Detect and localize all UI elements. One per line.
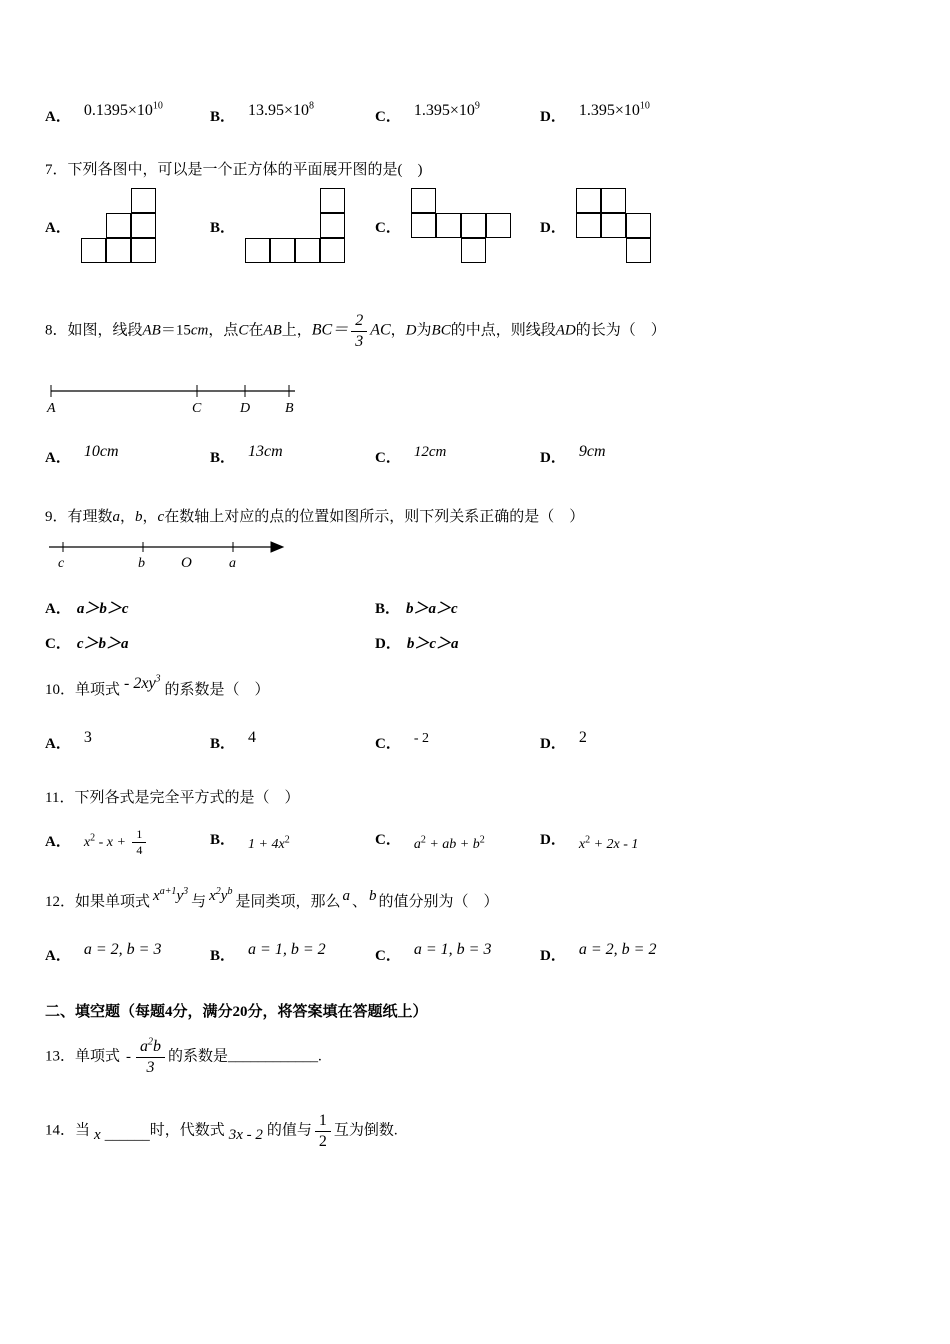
q10-option-a (45, 729, 210, 753)
option-value: 12cm (413, 444, 447, 460)
option-value: b＞c＞a (406, 636, 459, 652)
value-base: 0.1395×10 (83, 102, 153, 119)
math-segment: y (176, 888, 184, 904)
option-value: a = 1, b = 2 (248, 941, 326, 958)
option-value: - 2 (413, 731, 430, 746)
option-label: D． (540, 219, 566, 236)
fraction-denominator: 4 (136, 843, 143, 858)
math-segment: AB (142, 322, 161, 339)
question-text: 11．下列各式是完全平方式的是（ ） (45, 790, 300, 806)
option-label: B． (210, 109, 236, 125)
q10-option-c (375, 732, 540, 753)
q9-number-line (45, 535, 295, 573)
option-label: B． (210, 832, 236, 848)
minus-sign: - (126, 1048, 132, 1065)
fraction-numerator: 2 (351, 312, 367, 332)
text-segment: 的中点，则线段 (450, 322, 556, 339)
option-label: B． (210, 450, 236, 466)
option-label: C． (375, 736, 401, 752)
math-segment: x (209, 888, 216, 904)
q8-option-d (540, 443, 705, 467)
text-segment: 13．单项式 (45, 1048, 121, 1065)
fraction (132, 828, 146, 857)
point-label-b: B (285, 401, 294, 416)
q10-stem (45, 673, 270, 699)
math-segment: b (153, 1038, 162, 1055)
q7-stem (45, 158, 423, 179)
monomial (153, 888, 188, 905)
value-exponent: 2 (90, 832, 96, 844)
text-segment: 、 (351, 894, 367, 910)
fraction-denominator: 3 (146, 1058, 155, 1076)
q7-diagram-d (540, 186, 652, 266)
value-base: 1.395×10 (578, 102, 640, 119)
text-segment: 9．有理数 (45, 509, 113, 525)
math-segment: a (140, 1038, 149, 1055)
option-label: D． (540, 109, 566, 125)
q11-options-row (45, 828, 745, 857)
q9-options-row-1 (45, 597, 725, 618)
q7-diagram-b (210, 186, 346, 266)
option-value (413, 834, 485, 853)
option-label: A． (45, 601, 71, 617)
option-label: A． (45, 833, 71, 850)
math-segment: x (94, 1126, 101, 1143)
option-value (579, 102, 650, 120)
option-label: D． (540, 736, 566, 752)
q6-option-b (210, 100, 375, 126)
option-value (83, 827, 150, 858)
option-label: A． (45, 948, 71, 964)
cube-net-a (81, 188, 157, 264)
text-segment: 的值与 (266, 1122, 312, 1139)
option-value: 4 (248, 729, 257, 746)
q6-option-d (540, 100, 705, 126)
option-value (248, 834, 290, 853)
text-segment: . (318, 1048, 322, 1065)
math-segment: cm (190, 322, 209, 339)
q11-option-b (210, 828, 375, 857)
option-label: C． (375, 219, 401, 236)
text-segment: 在 (248, 322, 264, 339)
option-value: a＞b＞c (76, 601, 129, 617)
monomial (124, 675, 161, 693)
q9-option-d (375, 632, 705, 653)
value-base: 13.95×10 (248, 102, 310, 119)
fraction (351, 312, 367, 350)
q8-segment-diagram (45, 378, 305, 416)
q9-option-a (45, 597, 375, 618)
value-exponent: 2 (420, 834, 426, 846)
math-segment: AD (555, 322, 576, 339)
value-exponent: 2 (215, 886, 221, 897)
text-segment: 互为倒数. (333, 1122, 398, 1139)
option-value (414, 102, 480, 120)
option-label: C． (45, 636, 71, 652)
answer-blank: ____________ (228, 1048, 319, 1065)
q8-options-row (45, 443, 745, 467)
q12-option-a (45, 941, 210, 965)
q10-option-d (540, 729, 705, 753)
fraction-denominator: 3 (355, 332, 364, 350)
option-value: 13cm (248, 443, 283, 460)
text-segment: 时，代数式 (149, 1122, 225, 1139)
option-value: 9cm (578, 443, 606, 460)
option-label: D． (375, 636, 401, 652)
text-segment: 10．单项式 (45, 682, 121, 698)
option-label: C． (375, 109, 401, 125)
q7-diagram-a (45, 186, 157, 266)
q13-stem (45, 1038, 322, 1076)
option-value (248, 102, 314, 120)
q9-option-c (45, 632, 375, 653)
value-exponent: 2 (148, 1036, 154, 1048)
text-segment: 的系数是 (168, 1048, 229, 1065)
question-text: 7．下列各图中，可以是一个正方体的平面展开图的是( ) (45, 162, 423, 178)
option-value: 10cm (83, 443, 119, 460)
value-exponent: a+1 (159, 886, 177, 897)
option-label: A． (45, 450, 71, 466)
option-label: A． (45, 219, 71, 236)
text-segment: ， (142, 509, 158, 525)
option-value: a = 2, b = 3 (83, 941, 162, 958)
cube-net-b (245, 188, 346, 264)
point-label-a: A (47, 401, 56, 416)
axis-label-a: a (229, 556, 236, 571)
math-segment: + 2x - 1 (590, 837, 639, 852)
text-segment: ， (390, 322, 406, 339)
fraction-numerator: 1 (132, 828, 146, 843)
q12-option-c (375, 941, 540, 965)
math-segment: a (413, 837, 421, 852)
q8-option-c (375, 446, 540, 467)
math-segment: AB (263, 322, 282, 339)
option-label: D． (540, 450, 566, 466)
math-segment: b (135, 509, 143, 525)
q11-option-d (540, 828, 705, 857)
text-segment: 的值分别为（ ） (378, 894, 499, 910)
axis-label-origin: O (181, 555, 192, 571)
q14-stem (45, 1112, 398, 1150)
math-segment: + ab + b (425, 837, 480, 852)
value-exponent: 10 (639, 100, 650, 112)
value-exponent: 3 (155, 673, 161, 685)
math-segment: 3x - 2 (228, 1126, 263, 1143)
text-segment: 为 (416, 322, 432, 339)
q6-options-row (45, 100, 745, 126)
q12-options-row (45, 941, 745, 965)
option-label: B． (210, 219, 236, 236)
text-segment: ， (120, 509, 136, 525)
value-exponent: 9 (474, 100, 480, 112)
q11-option-a (45, 828, 210, 857)
option-value: 2 (578, 729, 587, 746)
point-label-d: D (240, 401, 251, 416)
math-segment: x (83, 834, 91, 850)
text-segment: 12．如果单项式 (45, 894, 151, 910)
math-segment: x (578, 837, 586, 852)
q9-stem (45, 505, 584, 526)
text-segment: 14．当 (45, 1122, 91, 1139)
math-segment: D (405, 322, 417, 339)
section-title: 二、填空题（每题4分，满分20分，将答案填在答题纸上） (45, 1004, 428, 1020)
text-segment: 8．如图，线段 (45, 322, 143, 339)
q8-option-a (45, 443, 210, 467)
math-segment: a (112, 509, 121, 525)
q9-options-row-2 (45, 632, 725, 653)
text-segment: 的系数是（ ） (164, 682, 270, 698)
option-label: C． (375, 450, 401, 466)
math-segment: AC (370, 321, 391, 339)
q6-option-c (375, 100, 540, 126)
math-segment: - x + (95, 834, 130, 850)
fraction-numerator: 1 (315, 1112, 331, 1132)
option-value: a = 2, b = 2 (578, 941, 657, 958)
option-value: b＞a＞c (406, 601, 458, 617)
option-label: D． (540, 948, 566, 964)
answer-blank: ______ (104, 1126, 150, 1143)
value-exponent: 10 (152, 100, 163, 112)
value-base: - 2xy (124, 675, 156, 692)
axis-label-b: b (138, 556, 145, 571)
point-label-c: C (192, 401, 202, 416)
text-segment: ＝15 (160, 322, 191, 339)
q11-stem (45, 786, 299, 807)
q6-option-a (45, 100, 210, 126)
section2-header (45, 1000, 428, 1021)
text-segment: 与 (191, 894, 207, 910)
cube-net-c (411, 188, 512, 264)
q10-options-row (45, 729, 745, 753)
math-segment: BC＝ (311, 321, 349, 339)
monomial (209, 888, 232, 905)
fraction-numerator (136, 1038, 165, 1058)
option-label: B． (210, 736, 236, 752)
value-exponent: 2 (479, 834, 485, 846)
option-value (84, 102, 163, 120)
math-segment: C (238, 322, 249, 339)
option-label: A． (45, 109, 71, 125)
text-segment: 上， (281, 322, 312, 339)
math-segment: a (342, 888, 350, 904)
option-value: c＞b＞a (76, 636, 129, 652)
text-segment: 是同类项，那么 (235, 894, 341, 910)
math-segment: b (369, 888, 377, 904)
math-segment: c (157, 509, 165, 525)
q7-diagram-c (375, 186, 512, 266)
q9-option-b (375, 597, 705, 618)
q12-stem (45, 886, 499, 911)
option-label: D． (540, 832, 566, 848)
q12-option-d (540, 941, 705, 965)
q8-stem (45, 312, 666, 350)
text-segment: 在数轴上对应的点的位置如图所示，则下列关系正确的是（ ） (164, 509, 585, 525)
fraction (315, 1112, 331, 1150)
text-segment: 的长为（ ） (575, 322, 666, 339)
math-segment: BC (431, 322, 451, 339)
option-label: A． (45, 736, 71, 752)
value-exponent: 2 (284, 834, 290, 846)
value-exponent: 8 (309, 100, 315, 112)
option-value (578, 834, 639, 853)
value-exponent: b (227, 886, 233, 897)
axis-label-c: c (58, 556, 65, 571)
value-base: 1.395×10 (413, 102, 475, 119)
value-exponent: 2 (585, 834, 591, 846)
math-segment: x (153, 888, 160, 904)
option-value: a = 1, b = 3 (413, 941, 492, 958)
option-label: C． (375, 948, 401, 964)
math-segment: 1 + 4x (248, 837, 285, 852)
text-segment: ，点 (208, 322, 239, 339)
q10-option-b (210, 729, 375, 753)
value-exponent: 3 (183, 886, 189, 897)
option-label: C． (375, 832, 401, 848)
option-value: 3 (83, 729, 92, 746)
fraction (136, 1038, 165, 1076)
cube-net-d (576, 188, 652, 264)
fraction-denominator: 2 (318, 1132, 327, 1150)
q11-option-c (375, 828, 540, 857)
option-label: B． (375, 601, 401, 617)
q7-diagrams (45, 186, 915, 268)
q12-option-b (210, 941, 375, 965)
math-segment: y (220, 888, 228, 904)
option-label: B． (210, 948, 236, 964)
q8-option-b (210, 443, 375, 467)
